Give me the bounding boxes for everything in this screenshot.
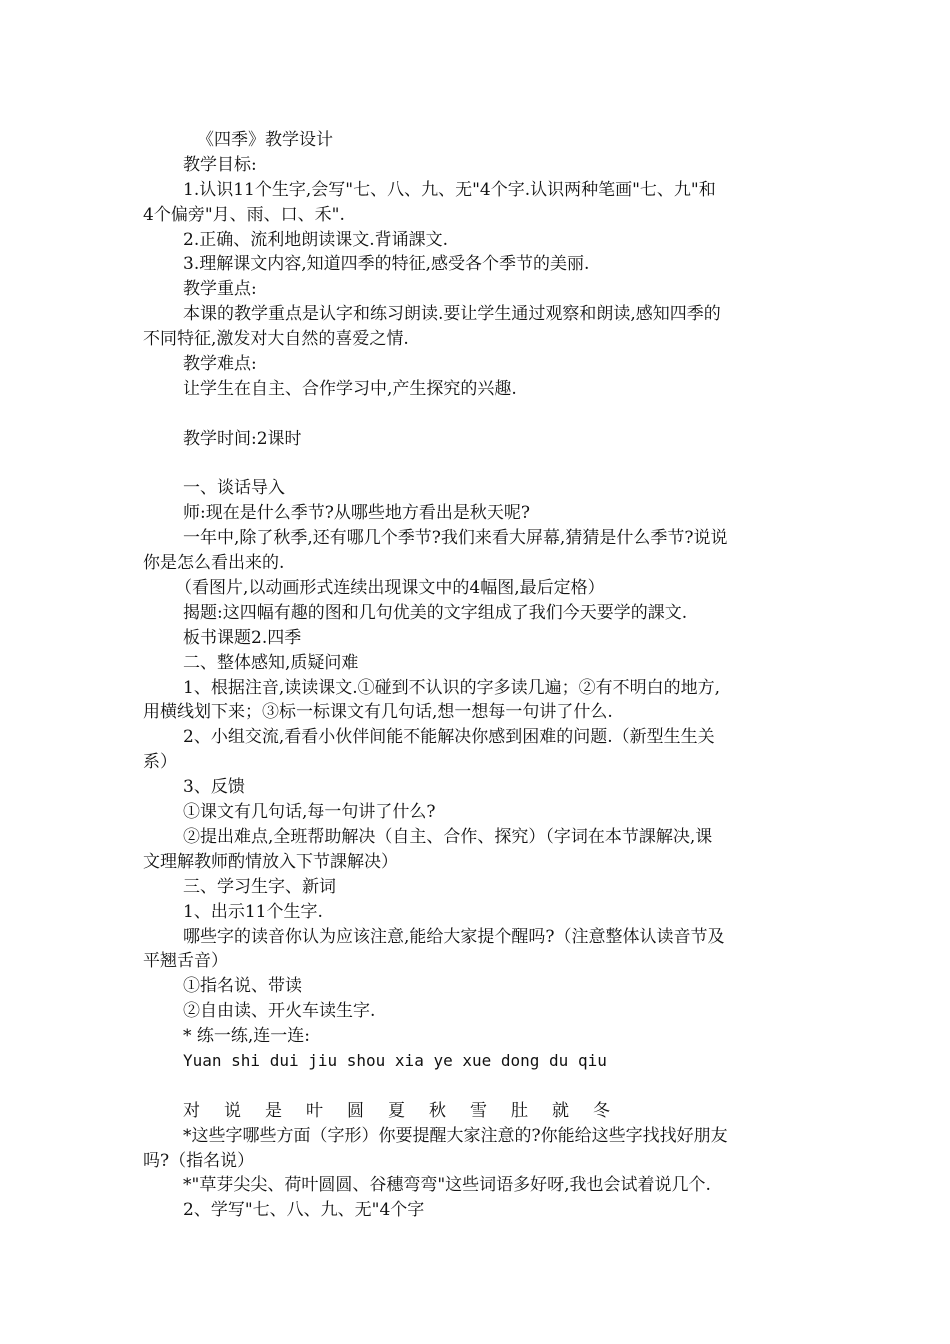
section-1-paragraph: 一年中,除了秋季,还有哪几个季节?我们来看大屏幕,猜猜是什么季节?说说 [183, 528, 728, 549]
goals-heading: 教学目标: [183, 154, 257, 175]
section-1-paragraph: 揭题:这四幅有趣的图和几句优美的文字组成了我们今天要学的課文. [183, 602, 688, 623]
focus-line-b: 不同特征,激发对大自然的喜爱之情. [143, 329, 409, 350]
character-row [143, 1099, 808, 1124]
goal-2: 2.正确、流利地朗读课文.背诵課文. [183, 229, 449, 250]
pinyin-line: Yuan shi dui jiu shou xia ye xue dong du qiu [183, 1050, 607, 1070]
document-title: 《四季》教学设计 [197, 130, 333, 150]
character-item: 叶 [306, 1100, 323, 1121]
section-3-paragraph: 哪些字的读音你认为应该注意,能给大家提个醒吗?（注意整体认读音节及 [183, 926, 725, 947]
section-3-paragraph: *这些字哪些方面（字形）你要提醒大家注意的?你能给这些字找找好朋友 [183, 1125, 728, 1146]
difficulty-heading: 教学难点: [183, 354, 257, 375]
section-1-paragraph: 板书课题2.四季 [183, 627, 302, 648]
character-item: 是 [265, 1100, 282, 1121]
blank-line [143, 452, 808, 477]
section-3-paragraph: ②自由读、开火车读生字. [183, 1001, 376, 1022]
section-2-paragraph: 1、根据注音,读读课文.①碰到不认识的字多读几遍；②有不明白的地方, [183, 677, 721, 698]
section-2-paragraph: 文理解教师酌情放入下节課解决） [143, 851, 398, 872]
character-item: 秋 [429, 1100, 446, 1121]
section-2-paragraph: 2、小组交流,看看小伙伴间能不能解决你感到困难的问题.（新型生生关 [183, 727, 715, 748]
section-3-paragraph: 2、学写"七、八、九、无"4个字 [183, 1200, 425, 1221]
character-item: 夏 [388, 1100, 405, 1121]
section-3-paragraph: 吗?（指名说） [143, 1150, 255, 1171]
focus-line-a: 本课的教学重点是认字和练习朗读.要让学生通过观察和朗读,感知四季的 [183, 304, 721, 325]
section-1-paragraph: 你是怎么看出来的. [143, 553, 285, 574]
section-2-paragraph: 3、反馈 [183, 777, 245, 798]
difficulty-text: 让学生在自主、合作学习中,产生探究的兴趣. [183, 378, 517, 399]
section-1-heading: 一、谈话导入 [183, 478, 285, 499]
character-item: 肚 [511, 1100, 528, 1121]
section-2-paragraph: ②提出难点,全班帮助解决（自主、合作、探究）（字词在本节課解决,课 [183, 826, 713, 847]
blank-line [143, 402, 808, 427]
goal-1-line-b: 4个偏旁"月、雨、口、禾". [143, 204, 345, 225]
section-3-paragraph: ①指名说、带读 [183, 976, 302, 997]
section-2-heading: 二、整体感知,质疑问难 [183, 652, 359, 673]
character-item: 说 [224, 1100, 241, 1121]
teaching-time: 教学时间:2课时 [183, 428, 302, 449]
section-3-heading: 三、学习生字、新词 [183, 876, 336, 897]
character-item: 雪 [470, 1100, 487, 1121]
section-3-paragraph: 平翘舌音） [143, 951, 228, 972]
section-3-paragraph: * 练一练,连一连: [183, 1026, 311, 1047]
document-body [143, 128, 808, 1223]
blank-line [143, 1074, 808, 1099]
character-item: 对 [183, 1100, 200, 1121]
character-item: 圆 [347, 1100, 364, 1121]
goal-3: 3.理解课文内容,知道四季的特征,感受各个季节的美丽. [183, 254, 590, 275]
section-3-paragraph: 1、出示11个生字. [183, 901, 323, 922]
section-3-paragraph: *"草芽尖尖、荷叶圆圆、谷穗弯弯"这些词语多好呀,我也会试着说几个. [183, 1175, 711, 1196]
section-1-paragraph: 师:现在是什么季节?从哪些地方看出是秋天呢? [183, 503, 530, 524]
character-item: 冬 [593, 1100, 610, 1121]
character-item: 就 [552, 1100, 569, 1121]
section-2-paragraph: 用横线划下来；③标一标课文有几句话,想一想每一句讲了什么. [143, 702, 613, 723]
section-2-paragraph: 系） [143, 752, 177, 773]
goal-1-line-a: 1.认识11个生字,会写"七、八、九、无"4个字.认识两种笔画"七、九"和 [183, 179, 716, 200]
section-2-paragraph: ①课文有几句话,每一句讲了什么? [183, 802, 436, 823]
section-1-paragraph: （看图片,以动画形式连续出现课文中的4幅图,最后定格） [175, 578, 605, 599]
focus-heading: 教学重点: [183, 279, 257, 300]
